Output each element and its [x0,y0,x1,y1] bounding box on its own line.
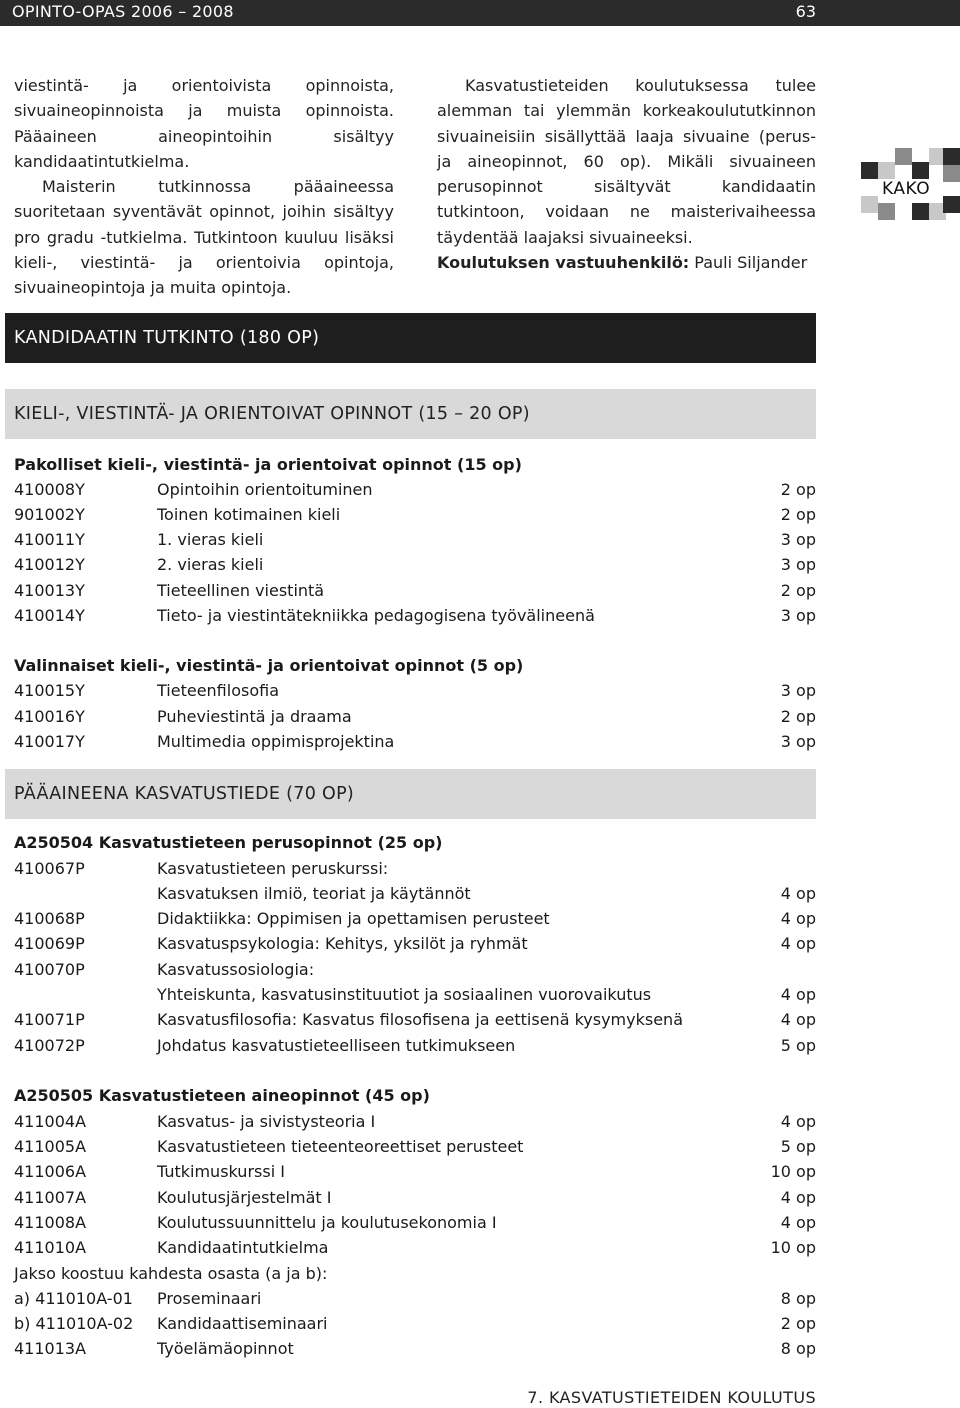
course-code: 411008A [14,1213,87,1232]
course-row [14,1162,816,1187]
course-credits: 4 op [780,1010,816,1029]
course-name: Kasvatuksen ilmiö, teoriat ja käytännöt [157,884,471,903]
course-code: 411004A [14,1112,87,1131]
course-name: Opintoihin orientoituminen [157,480,373,499]
course-credits: 5 op [780,1036,816,1055]
section-band-language [5,389,816,439]
course-row [14,1010,816,1035]
course-credits: 2 op [780,707,816,726]
group-title-pakolliset: Pakolliset kieli-, viestintä- ja orientoivat opinnot (15 op) [14,455,522,474]
band-title: KANDIDAATIN TUTKINTO (180 OP) [14,328,320,348]
course-code: b) 411010A-02 [14,1314,134,1333]
course-credits: 4 op [780,985,816,1004]
course-name: Didaktiikka: Oppimisen ja opettamisen perusteet [157,909,550,928]
course-code: a) 411010A-01 [14,1289,133,1308]
course-credits: 3 op [780,530,816,549]
course-name: Kasvatuspsykologia: Kehitys, yksilöt ja ryhmät [157,934,528,953]
course-row [14,859,816,884]
course-credits: 4 op [780,909,816,928]
course-row [14,707,816,732]
part-note: Jakso koostuu kahdesta osasta (a ja b): [14,1264,328,1283]
section-band-major [5,769,816,819]
course-name: Kasvatustieteen tieteenteoreettiset perusteet [157,1137,524,1156]
course-name: Tieto- ja viestintätekniikka pedagogisena työvälineenä [157,606,595,625]
course-code: 410068P [14,909,85,928]
mark-square [895,148,912,165]
course-code: 410013Y [14,581,85,600]
course-name: Kasvatussosiologia: [157,960,315,979]
course-name: 1. vieras kieli [157,530,264,549]
mark-square [861,162,878,179]
course-name: Kasvatustieteen peruskurssi: [157,859,389,878]
course-name: Kandidaatintutkielma [157,1238,329,1257]
mark-square [878,203,895,220]
course-credits: 4 op [780,1213,816,1232]
course-code: 410014Y [14,606,85,625]
course-row [14,934,816,959]
course-row [14,1238,816,1263]
course-credits: 8 op [780,1289,816,1308]
course-code: 410008Y [14,480,85,499]
course-code: 411010A [14,1238,87,1257]
course-code: 410015Y [14,681,85,700]
course-code: 410011Y [14,530,85,549]
mark-square [878,162,895,179]
course-credits: 4 op [780,1112,816,1131]
course-credits: 3 op [780,606,816,625]
intro-paragraph: Kasvatustieteiden koulutuksessa tulee alemman tai ylemmän korkeakoulututkinnon sivuaineisiin sisällyttää laaja sivuaine (perus- ja aineopinnot, 60 op). Mikäli sivuaineen perusopinnot sisältyvät kandidaatin tutkintoon, voidaan ne maisterivaiheessa täydentää laajaksi sivuaineeksi. [437,76,816,247]
footer-chapter: 7. KASVATUSTIETEIDEN KOULUTUS [527,1388,816,1407]
course-code: 410017Y [14,732,85,751]
intro-paragraph: Maisterin tutkinnossa pääaineessa suoritetaan syventävät opinnot, joihin sisältyy pro gradu -tutkielma. Tutkintoon kuuluu lisäksi kieli-, viestintä- ja orientoivia opintoja, sivuaineopintoja ja muita opintoja. [14,177,394,298]
course-code: 901002Y [14,505,85,524]
page-number: 63 [795,2,816,21]
intro-paragraph: viestintä- ja orientoivista opinnoista, sivuaineopinnoista ja muista opinnoista. Pääaineen aineopintoihin sisältyy kandidaatintutkielma. [14,76,394,171]
course-name: Tieteenfilosofia [157,681,279,700]
course-name: Puheviestintä ja draama [157,707,352,726]
intro-left-column [14,73,394,301]
course-row [14,1339,816,1364]
course-code: 411005A [14,1137,87,1156]
course-name: Kandidaattiseminaari [157,1314,328,1333]
course-credits: 3 op [780,555,816,574]
course-row [14,985,816,1010]
course-row [14,505,816,530]
course-name: Johdatus kasvatustieteelliseen tutkimukseen [157,1036,516,1055]
course-row [14,1289,816,1314]
course-name: Tutkimuskurssi I [157,1162,285,1181]
course-credits: 2 op [780,581,816,600]
course-name: Koulutusjärjestelmät I [157,1188,332,1207]
page-header [0,0,960,26]
course-credits: 2 op [780,505,816,524]
kako-label: KAKO [882,179,931,199]
course-name: Koulutussuunnittelu ja koulutusekonomia I [157,1213,497,1232]
course-code: 410016Y [14,707,85,726]
course-code: 410072P [14,1036,85,1055]
course-row [14,1112,816,1137]
course-code: 411013A [14,1339,87,1358]
guide-title: OPINTO-OPAS 2006 – 2008 [12,2,234,21]
course-row [14,555,816,580]
course-credits: 3 op [780,681,816,700]
band-title: PÄÄAINEENA KASVATUSTIEDE (70 OP) [14,784,355,804]
course-code: 410067P [14,859,85,878]
course-code: 410070P [14,960,85,979]
course-credits: 10 op [770,1162,816,1181]
course-row [14,1314,816,1339]
course-name: Kasvatus- ja sivistysteoria I [157,1112,376,1131]
mark-square [912,203,929,220]
course-name: Multimedia oppimisprojektina [157,732,395,751]
course-row [14,1036,816,1061]
course-name: 2. vieras kieli [157,555,264,574]
course-code: 410012Y [14,555,85,574]
course-row [14,530,816,555]
course-credits: 2 op [780,1314,816,1333]
mark-square [861,196,878,213]
mark-square [943,196,960,213]
contact-line [437,250,816,275]
course-name: Tieteellinen viestintä [157,581,325,600]
course-name: Yhteiskunta, kasvatusinstituutiot ja sosiaalinen vuorovaikutus [157,985,652,1004]
band-title: KIELI-, VIESTINTÄ- JA ORIENTOIVAT OPINNOT (15 – 20 OP) [14,404,530,424]
section-band-degree [5,313,816,363]
course-credits: 2 op [780,480,816,499]
course-credits: 4 op [780,1188,816,1207]
course-code: 411007A [14,1188,87,1207]
course-row [14,480,816,505]
course-row [14,909,816,934]
contact-name: Pauli Siljander [689,253,808,273]
course-name: Proseminaari [157,1289,262,1308]
group-title-valinnaiset: Valinnaiset kieli-, viestintä- ja orientoivat opinnot (5 op) [14,656,524,675]
course-code: 410069P [14,934,85,953]
course-credits: 4 op [780,884,816,903]
mark-square [943,165,960,182]
mark-square [943,148,960,165]
course-row [14,681,816,706]
course-credits: 3 op [780,732,816,751]
course-credits: 5 op [780,1137,816,1156]
course-name: Kasvatusfilosofia: Kasvatus filosofisena ja eettisenä kysymyksenä [157,1010,683,1029]
course-credits: 4 op [780,934,816,953]
course-credits: 8 op [780,1339,816,1358]
course-name: Toinen kotimainen kieli [157,505,341,524]
course-row [14,581,816,606]
group-title-aineopinnot: A250505 Kasvatustieteen aineopinnot (45 op) [14,1086,430,1105]
course-row [14,1137,816,1162]
course-row [14,884,816,909]
group-title-perusopinnot: A250504 Kasvatustieteen perusopinnot (25 op) [14,833,443,852]
course-code: 411006A [14,1162,87,1181]
course-row [14,1188,816,1213]
course-row [14,1213,816,1238]
intro-right-column [437,73,816,275]
course-credits: 10 op [770,1238,816,1257]
course-row [14,606,816,631]
mark-square [912,162,929,179]
course-row [14,732,816,757]
course-name: Työelämäopinnot [157,1339,294,1358]
contact-label: Koulutuksen vastuuhenkilö: [437,253,690,273]
course-code: 410071P [14,1010,85,1029]
course-row [14,960,816,985]
